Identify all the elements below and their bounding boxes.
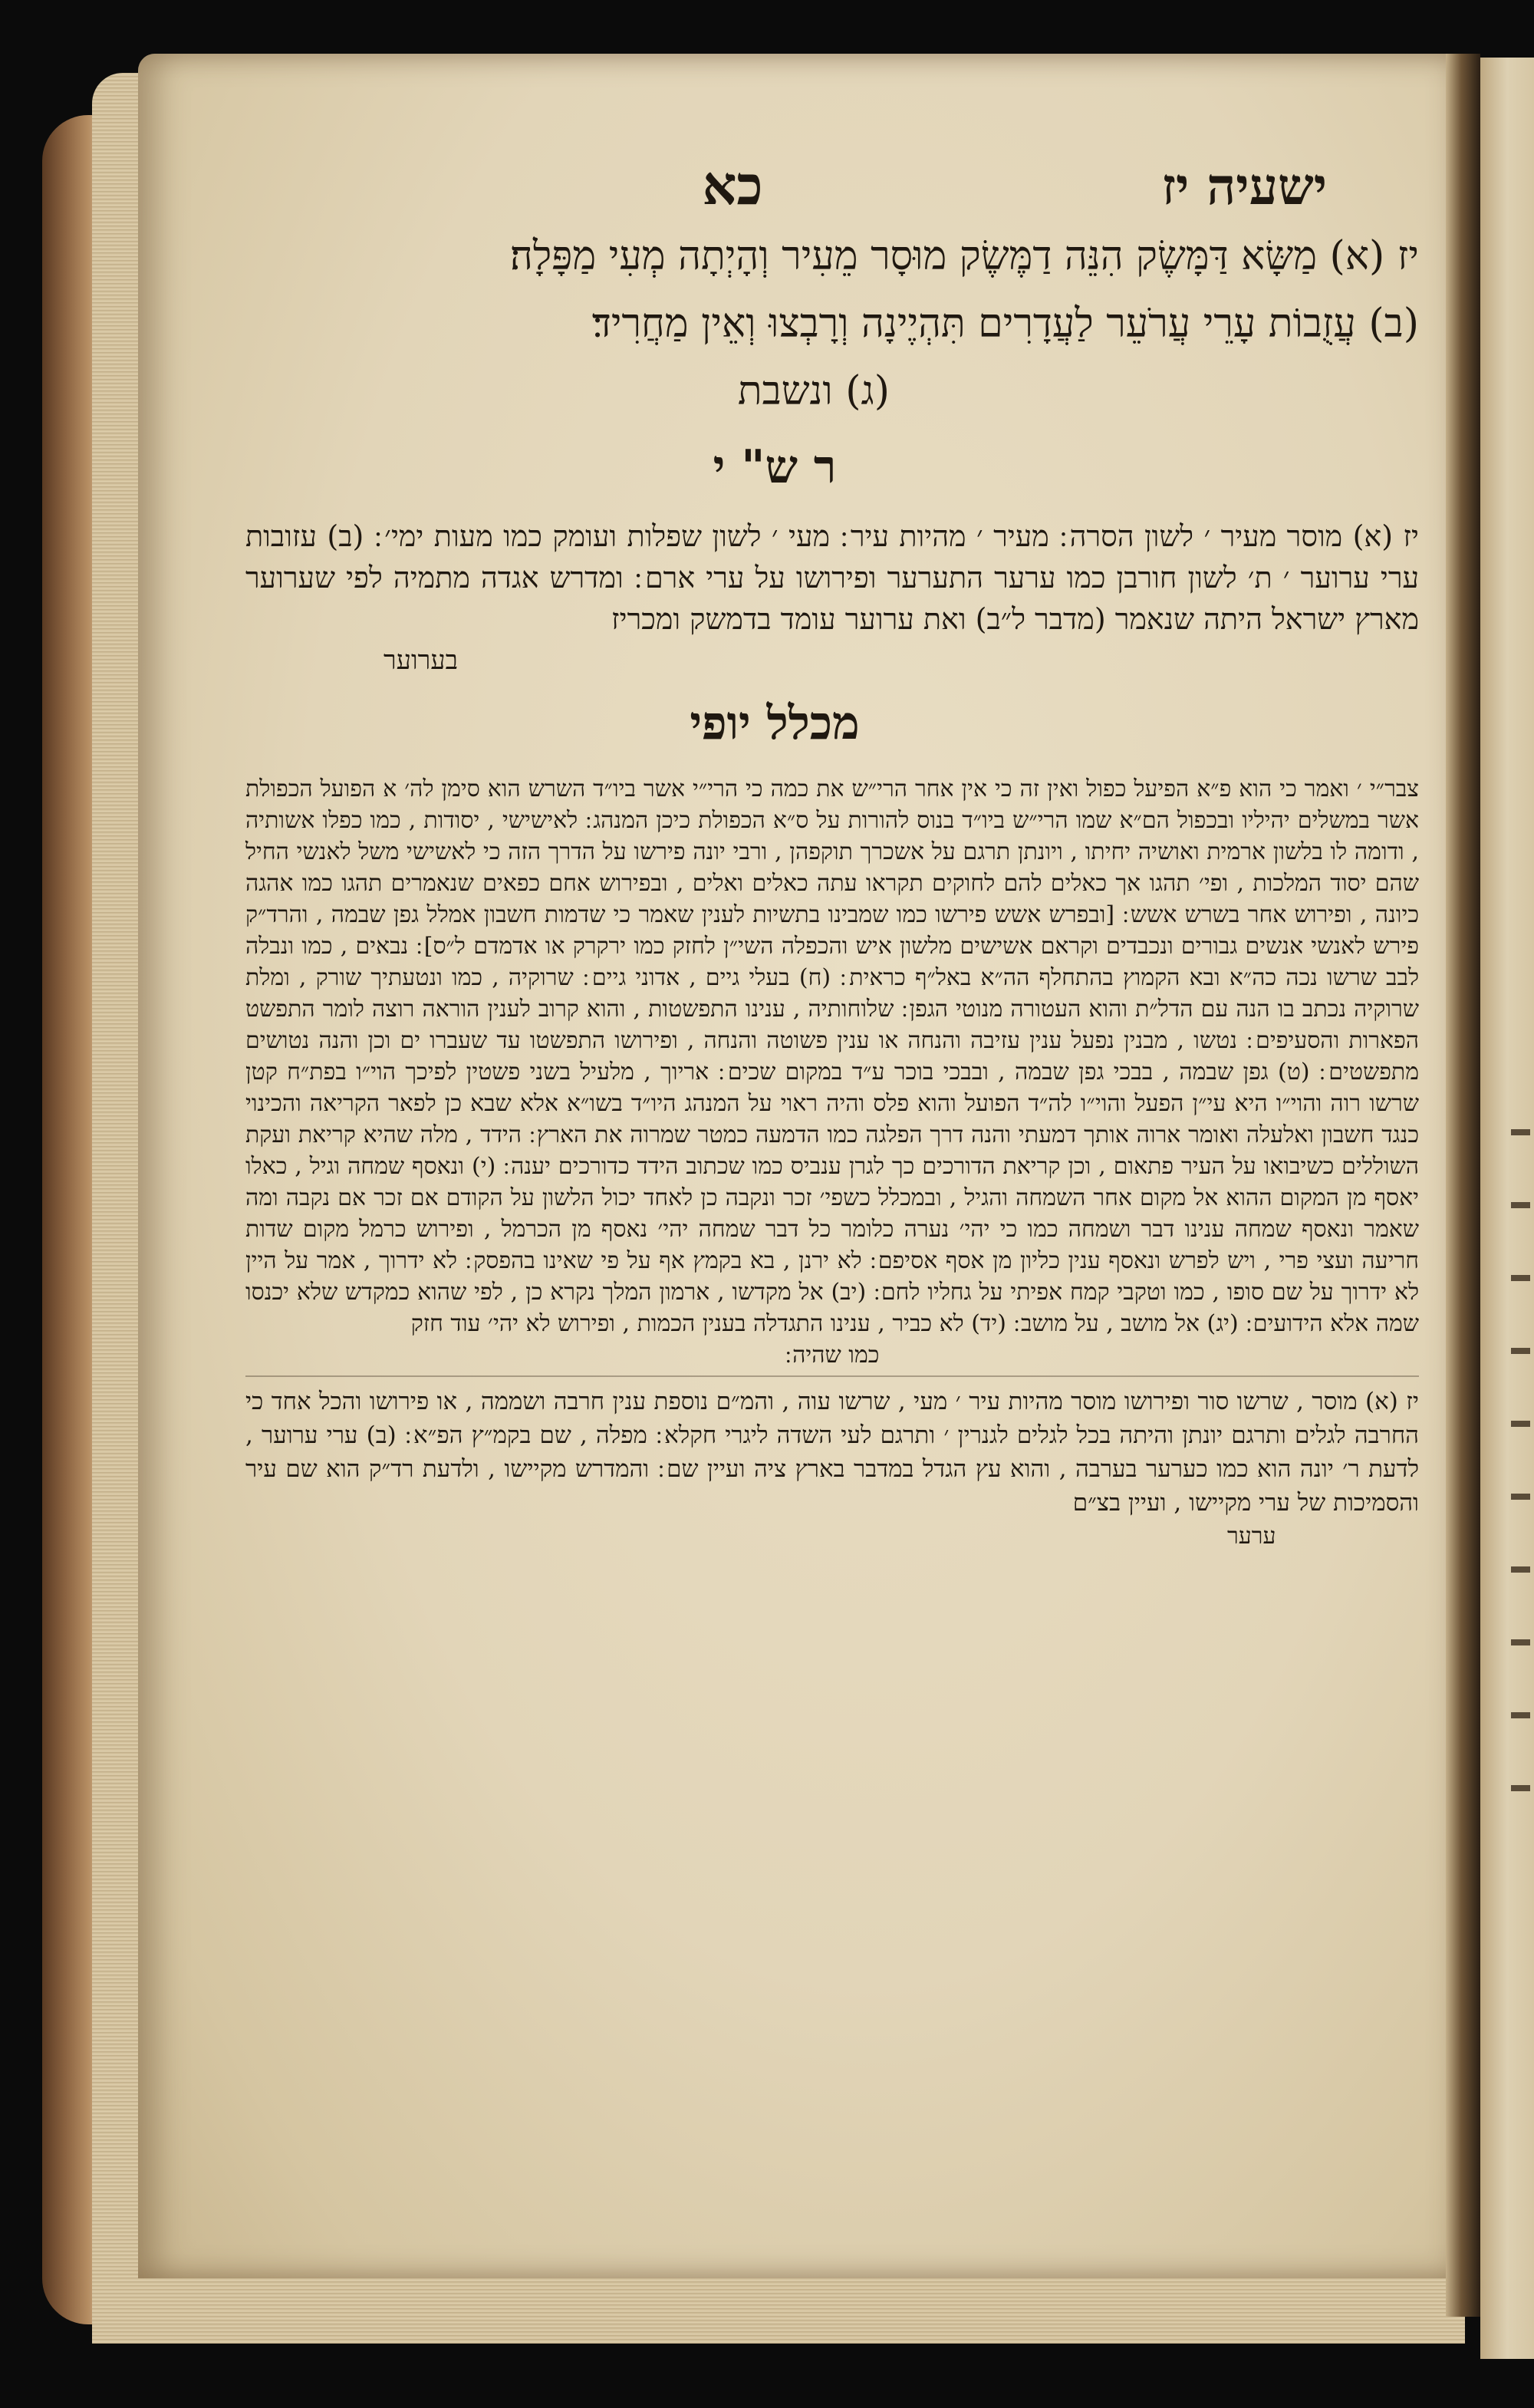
- bottom-commentary-text: יז (א) מוסר , שרשו סור ופירושו מוסר מהיות עיר ׳ מעי , שרשו עוה , והמ״ם נוספת ענין חרבה ושממה , או פירושו והכל אחד כי החרבה לגלים ותרגם יונתן והיתה בכל לגלים לגנרין ׳ ותרגם לעי השדה ליגרי חקלא ׃ מפלה , שם בקמ״ץ הפ״א ׃ (ב) ערי ערוער , לדעת ר׳ יונה הוא כמו כערער בערבה , והוא עץ הגדל במדבר בארץ ציה ועיין שם ׃ והמדרש מקיישו , ולדעת רד״ק הוא שם עיר והסמיכות של ערי מקיישו , ועיין בצ״ם: [245, 1388, 1419, 1517]
- running-head: [245, 153, 1419, 222]
- bottom-catchword: ערער: [1227, 1523, 1276, 1550]
- michlal-yofi-ending: כמו שהיה ׃: [785, 1342, 880, 1369]
- verse-line: (ב) עֲזֻבוֹת עָרֵי עֲרֹעֵר לַעֲדָרִים תִּהְיֶינָה וְרָבְצוּ וְאֵין מַחֲרִיד׃: [591, 301, 1419, 347]
- verse-line: יז (א) מַשָּׂא דַּמָּשֶׂק הִנֵּה דַמֶּשֶׂק מוּסָר מֵעִיר וְהָיְתָה מְעִי מַפָּלָה׃: [509, 233, 1419, 279]
- page-number: כא: [702, 153, 763, 217]
- rashi-commentary: [245, 516, 1419, 681]
- rashi-text: יז (א) מוסר מעיר ׳ לשון הסרה ׃ מעיר ׳ מהיות עיר ׃ מעי ׳ לשון שפלות ועומק כמו מעות ימי׳ ׃ (ב) עזובות ערי ערוער ׳ ת׳ לשון חורבן כמו ערער התערער ופירושו על ערי ארם ׃ ומדרש אגדה מתמיה לפי שערוער מארץ ישראל היתה שנאמר (מדבר ל״ב) ואת ערוער עומד בדמשק ומכריז: [245, 519, 1419, 636]
- book-gutter: [1446, 54, 1480, 2317]
- michlal-yofi-text: צבר״י ׳ ואמר כי הוא פ״א הפיעל כפול ואין זה כי אין אחר הרי״ש את כמה כי הרי״י אשר ביו״ד השרש הוא סימן לה׳ א הפועל הכפולת אשר במשלים יהיליו ובכפול הם״א שמו הרי״ש ביו״ד בנוס להורות על ס״א הכפולת כיכן המנהג ׃ לאישישי , יסודות , כמו כפלו אשותיה , ודומה לו בלשון ארמית ואושיה יחיתו , ויונתן תרגם על אשכרך תוקפהן , ורבי יונה פירשו על הדרך הזה כי לאשישי משל לאנשי החיל שהם יסוד המלכות , ופי׳ תהגו אך כאלים להם לחוקים תקראו עתה כאלים ואלים , ובפירוש אחם כפאים שנאמרים תהגו כמו אהגה כיונה , ופירוש אחר בשרש אשש ׃ [ובפרש אשש פירשו כמו שמבינו בתשיות לענין שאמר כי שדמות חשבון אמלל גפן שבמה , והרד״ק פירש לאנשי אנשים גבורים ונכבדים וקראם אשישים מלשון איש והכפלה השי״ן לחזק כמו ירקרק או אדמדם ל״ס] ׃ נבאים , כמו ונבלה לבב שרשו נכה כה״א ובא הקמוץ בהתחלף הה״א באל״ף כראית ׃ (ח) בעלי גיים , אדוני גיים ׃ שרוקיה , כמו ונטעתיך שורק , ומלת שרוקיה נכתב בו הנה עם הדל״ת והוא העטורה מנוטי הגפן ׃ שלוחותיה , ענינו התפשטות , והוא קרוב לענין הוראה רוצה לומר התפשט הפארות והסעיפים ׃ נטשו , מבנין נפעל ענין עזיבה והנחה או ענין פשוטה והנחה , ופירושו התפשטו עד שעברו ים וכן והנה נטושים מתפשטים ׃ (ט) גפן שבמה , בבכי גפן שבמה , ובבכי בוכר ע״ד במקום שכים ׃ אריוך , מלעיל בשני פשטין לפיכך הוי״ו בפת״ח קטן שרשו רוה והוי״ו היא עי״ן הפעל והוי״ו לה״ד הפועל והוא פלס והיה ראוי על המנהג היו״ד בשו״א אלא שבא כן לפאר הקריאה והכינוי כנגד חשבון ואלעלה ואומר ארוה אותך דמעתי והנה דרך הפלגה כמו הדמעה כמטר שמרוה את הארץ ׃ הידד , מלה שהיא קריאת ועקת השוללים כשיבואו על העיר פתאום , וכן קריאת הדורכים כך לגרן ענביס כמו שכתוב הידד כדורכים יענה ׃ (י) ונאסף שמחה וגיל , כאלו יאסף מן המקום ההוא אל מקום אחר השמחה והגיל , ובמכלל כשפי׳ זכר ונקבה כן לאחד יכול הלשון על הקודם אם זכר אם נקבה ומה שאמר ונאסף שמחה ענינו דבר ושמחה כמו כי יהי׳ נערה כלומר כל דבר שמחה יהי׳ נאסף מן הכרמל , ופירוש כרמל מקום שדות חריעה ועצי פרי , ויש לפרש ונאסף ענין כליון מן אסף אסיפם ׃ לא ירנן , בא בקמץ אף על פי שאינו בהפסק ׃ לא ידרוך , אמר על היין לא ידרוך על שם סופו , כמו וטקבי קמח אפיתי על גחליו לחם ׃ (יב) אל מקדשו , ארמון המלך נקרא כן , לפי שהוא כמקדש שלא יכנסו שמה אלא הידועים ׃ (יג) אל מושב , על מושב ׃ (יד) לא כביר , ענינו התגדלה בענין הכמות , ופירוש לא יהי׳ עוד חזק: [245, 776, 1419, 1337]
- section-divider: [245, 1375, 1419, 1377]
- bottom-commentary: [245, 1385, 1419, 1553]
- michlal-yofi-heading: מכלל יופי: [690, 697, 860, 750]
- rashi-heading: ר ש" י: [713, 440, 837, 494]
- verse-line-catchword: (ג) ונשבת: [737, 368, 890, 414]
- book-title: ישעיה יז: [1161, 156, 1327, 216]
- rashi-catchword: בערוער: [384, 645, 458, 676]
- michlal-yofi-commentary: [245, 773, 1419, 1371]
- page-text-block: [245, 153, 1419, 1553]
- facing-page-text-fragments: [1511, 1112, 1530, 1803]
